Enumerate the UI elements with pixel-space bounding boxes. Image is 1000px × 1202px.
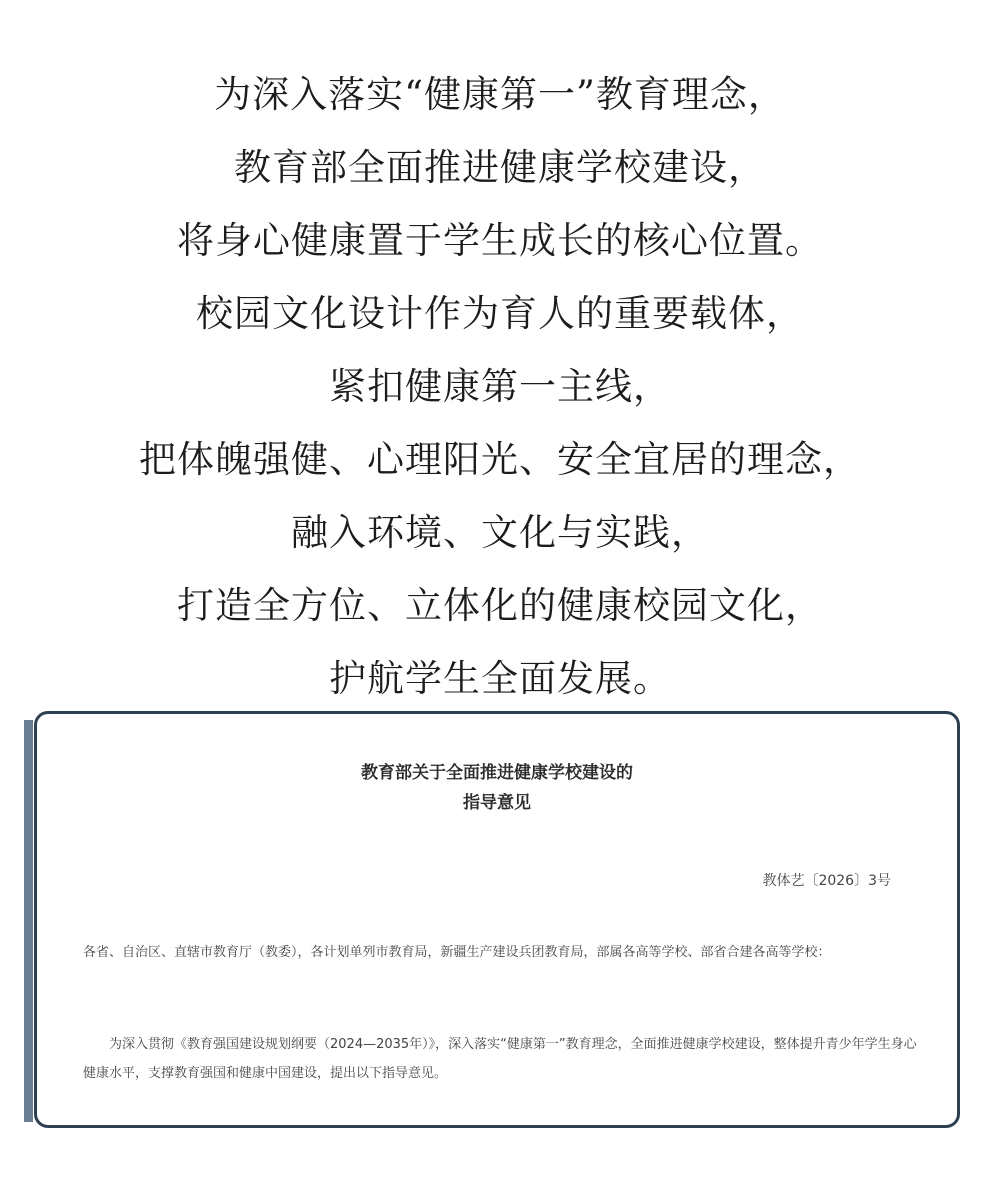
card-accent-bar <box>24 720 33 1122</box>
poem-line-3: 将身心健康置于学生成长的核心位置。 <box>177 219 823 262</box>
intro-poem <box>0 58 1000 715</box>
poem-line-1: 为深入落实“健康第一”教育理念， <box>214 73 786 116</box>
poem-line-6: 把体魄强健、心理阳光、安全宜居的理念， <box>139 438 861 481</box>
document-card <box>34 711 960 1128</box>
document-title <box>37 758 957 818</box>
poem-line-9: 护航学生全面发展。 <box>329 657 671 700</box>
document-title-line-2: 指导意见 <box>463 793 531 813</box>
document-body: 为深入贯彻《教育强国建设规划纲要（2024—2035年）》，深入落实“健康第一”教育理念，全面推进健康学校建设，整体提升青少年学生身心健康水平，支撑教育强国和健康中国建设，提出以下指导意见。 <box>83 1037 917 1081</box>
poem-line-4: 校园文化设计作为育人的重要载体， <box>196 292 804 335</box>
document-recipients: 各省、自治区、直辖市教育厅（教委），各计划单列市教育局，新疆生产建设兵团教育局，部属各高等学校、部省合建各高等学校： <box>83 945 831 960</box>
poem-line-7: 融入环境、文化与实践， <box>291 511 709 554</box>
poem-line-5: 紧扣健康第一主线， <box>329 365 671 408</box>
document-title-line-1: 教育部关于全面推进健康学校建设的 <box>361 763 633 783</box>
poem-line-8: 打造全方位、立体化的健康校园文化， <box>177 584 823 627</box>
document-number: 教体艺〔2026〕3号 <box>762 873 891 889</box>
poem-line-2: 教育部全面推进健康学校建设， <box>234 146 766 189</box>
